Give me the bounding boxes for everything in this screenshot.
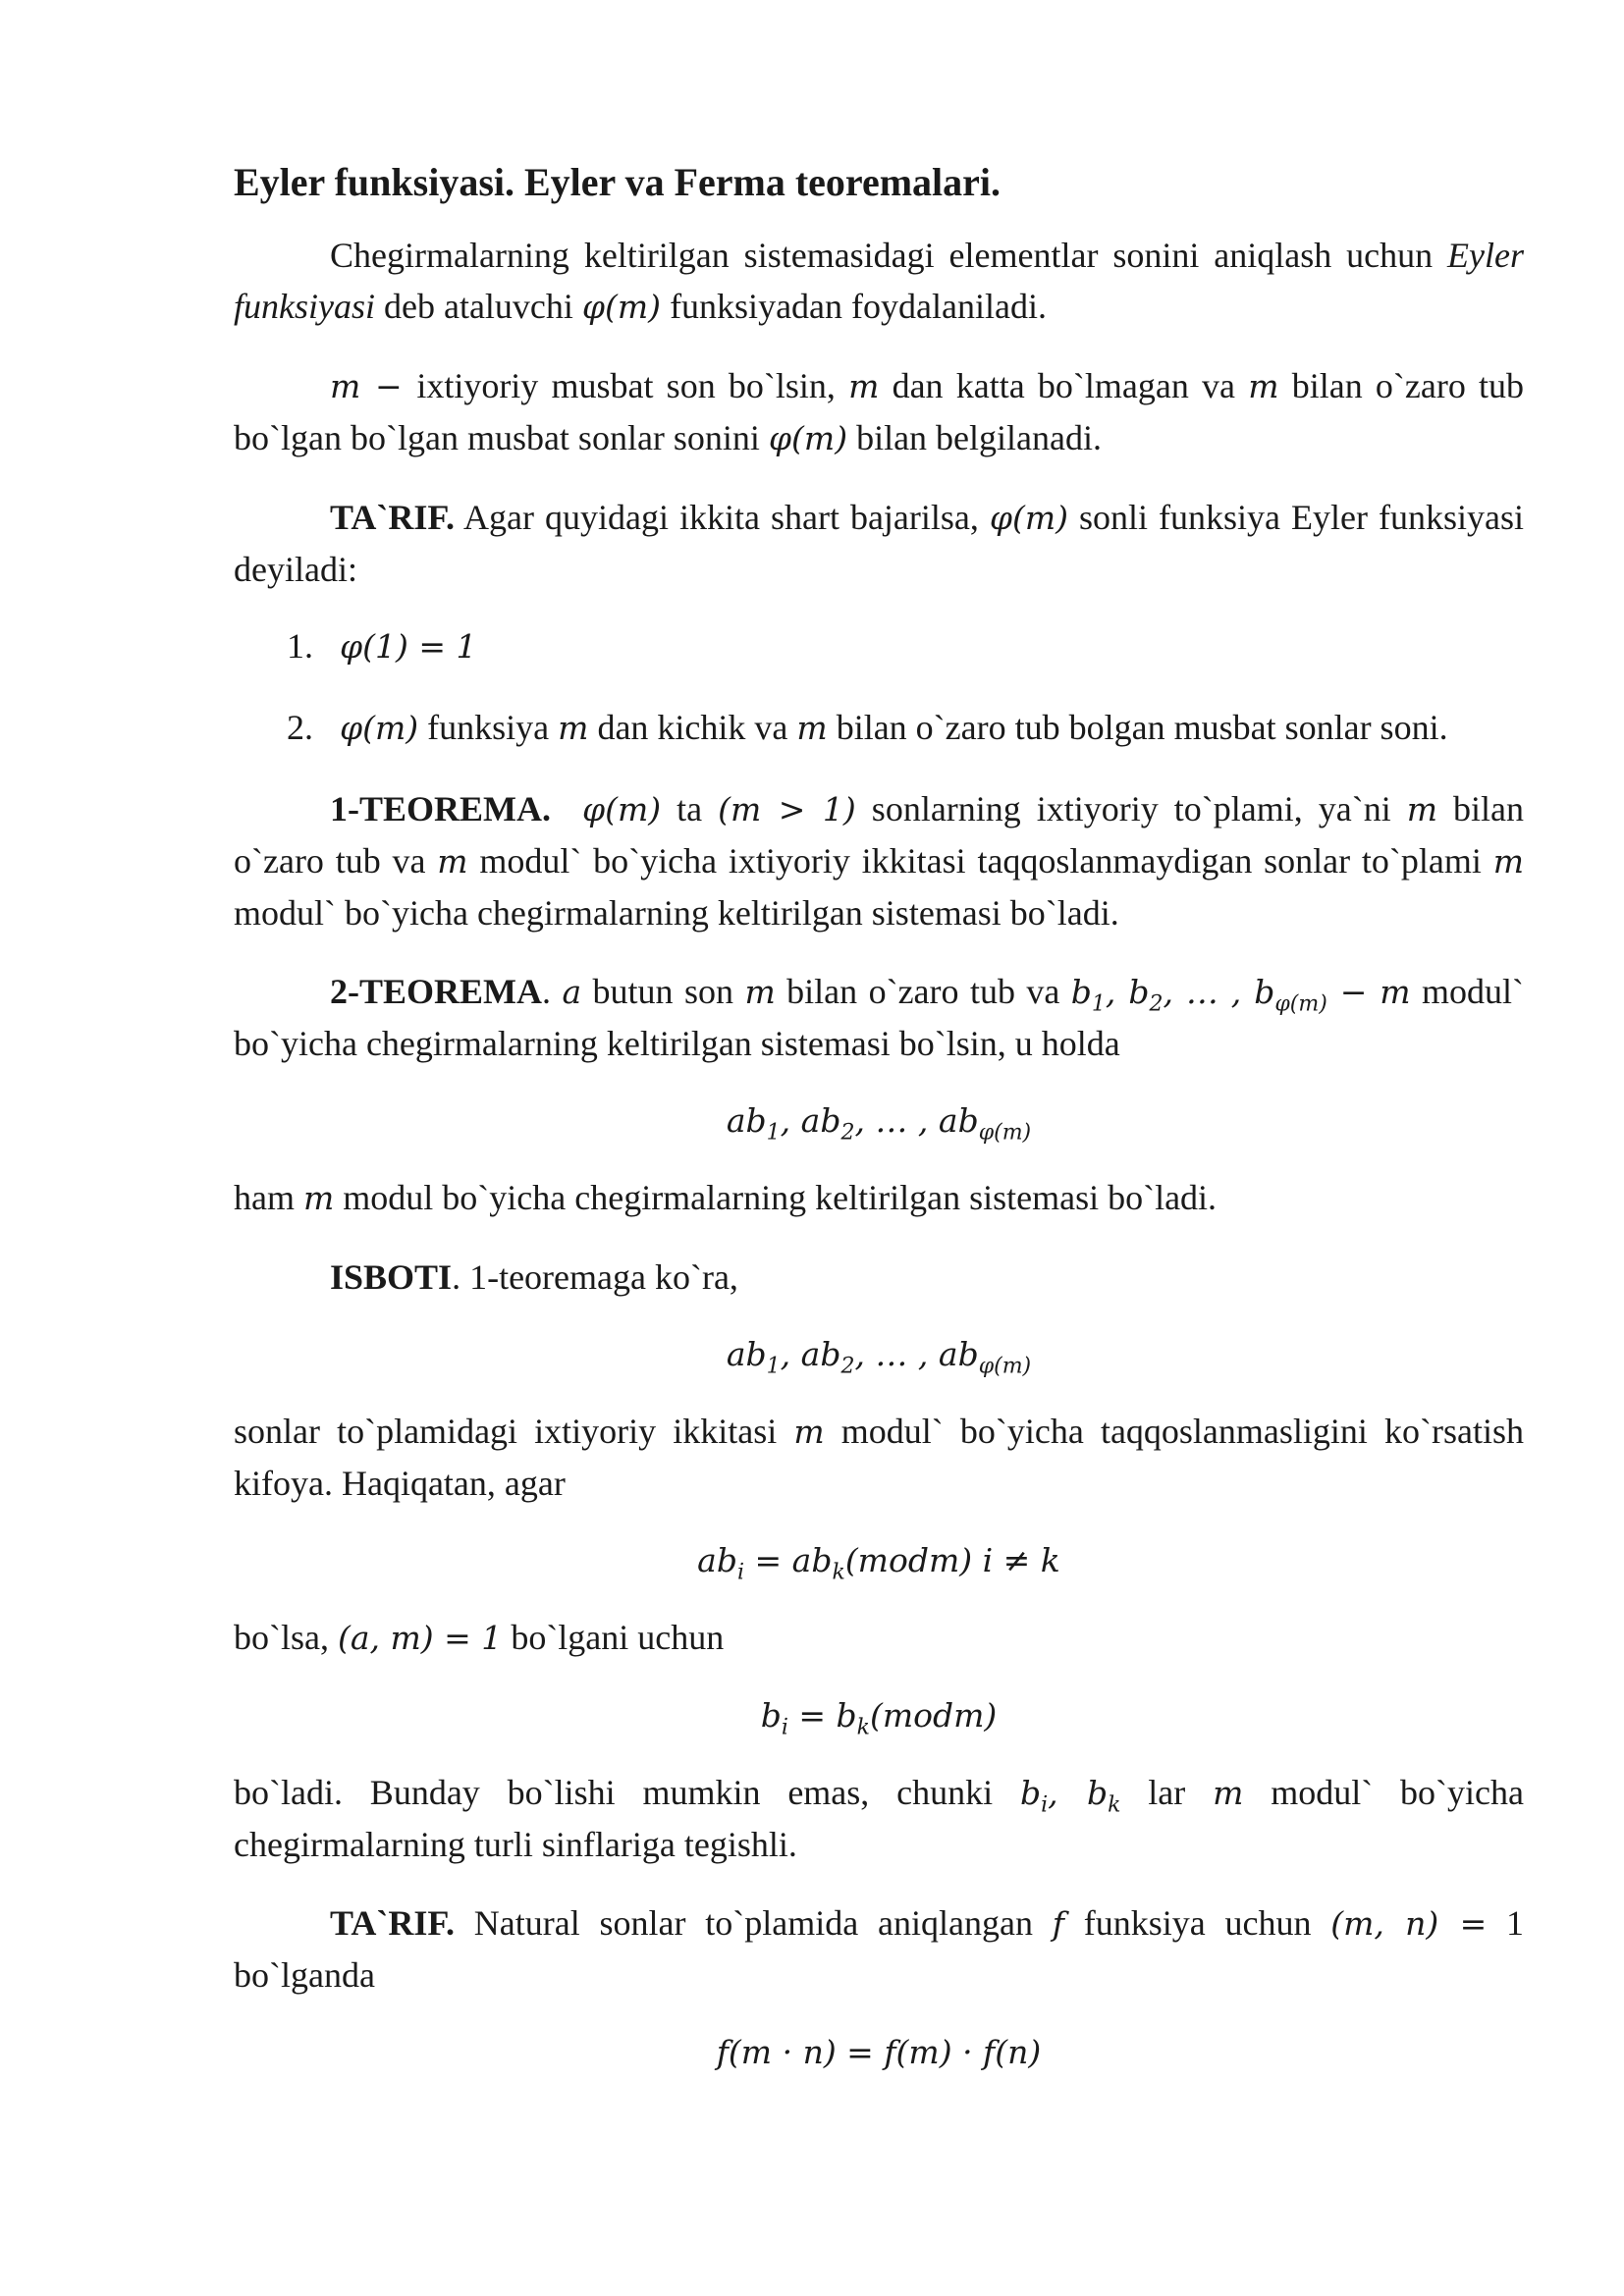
text: sonlar to`plamidagi ixtiyoriy ikkitasi: [234, 1412, 794, 1451]
paragraph-definition-phi: [234, 360, 1524, 464]
math-inline: m: [744, 973, 776, 1011]
math-inline: m: [437, 842, 468, 881]
text: deb ataluvchi: [374, 287, 582, 326]
equation-multiplicative: f(m · n) = f(m) · f(n): [716, 2033, 1042, 2071]
text: bo`ladi. Bunday bo`lishi mumkin emas, chunki: [234, 1773, 1020, 1812]
text: modul` bo`yicha ixtiyoriy ikkitasi taqqoslanmaydigan sonlar to`plami: [467, 841, 1493, 881]
page-title: Eyler funksiyasi. Eyler va Ferma teoremalari.: [234, 160, 1001, 204]
math-inline: m: [793, 1413, 825, 1451]
math-inline: (a, m) = 1: [337, 1619, 503, 1657]
math-inline: $b_i$, $b_k$: [1019, 1774, 1121, 1818]
italic-term: Eyler funksiyasi: [234, 236, 1524, 326]
text: bilan belgilanadi.: [847, 418, 1103, 457]
text: bilan o`zaro tub bo`lgan bo`lgan musbat sonlar sonini: [234, 366, 1525, 457]
math-inline: φ(m): [768, 419, 848, 457]
bold-heading: ISBOTI: [330, 1257, 453, 1297]
bold-heading: TA`RIF.: [330, 498, 456, 537]
math-inline: φ(m): [581, 288, 662, 326]
text: .: [542, 972, 563, 1011]
math-inline: m: [558, 709, 589, 747]
math-inline: φ(m): [989, 499, 1069, 537]
text: ta: [661, 789, 719, 828]
text: funksiyadan foydalaniladi.: [661, 287, 1047, 326]
text: bo`lsa,: [234, 1618, 338, 1657]
text: dan katta bo`lmagan va: [879, 366, 1249, 405]
paragraph-tarif-2: [234, 1897, 1524, 2001]
bold-heading: 2-TEOREMA: [330, 972, 542, 1011]
paragraph-proof: [234, 1252, 1524, 1303]
paragraph-tarif-1: [234, 492, 1524, 595]
text: Natural sonlar to`plamida aniqlangan: [455, 1903, 1053, 1943]
text: sonli funksiya Eyler funksiyasi deyiladi:: [234, 498, 1524, 589]
math-inline: a: [562, 973, 582, 1011]
math-inline: φ(1) = 1: [340, 627, 477, 666]
paragraph-proof-step: [234, 1612, 1524, 1664]
text: funksiya: [418, 708, 559, 747]
math-inline: φ(m): [340, 709, 419, 747]
text: bilan o`zaro tub va: [234, 789, 1525, 881]
bold-heading: 1-TEOREMA.: [330, 789, 551, 828]
paragraph-theorem-1: [234, 783, 1524, 938]
math-inline: m: [848, 367, 880, 405]
math-inline: (m, n) =: [1330, 1904, 1488, 1943]
math-inline: m −: [330, 367, 417, 405]
paragraph-conclusion: [234, 1172, 1524, 1224]
text: bo`lgani uchun: [502, 1618, 725, 1657]
math-inline: m: [796, 709, 828, 747]
text: modul` bo`yicha chegirmalarning turli sinflariga tegishli.: [234, 1773, 1525, 1864]
text: bilan o`zaro tub va: [775, 972, 1071, 1011]
text: bilan o`zaro tub bolgan musbat sonlar soni.: [827, 708, 1448, 747]
math-inline: m: [302, 1179, 335, 1217]
text: ham: [234, 1178, 303, 1217]
text: modul` bo`yicha taqqoslanmasligini ko`rsatish kifoya. Haqiqatan, agar: [234, 1412, 1524, 1503]
text: sonlarning ixtiyoriy to`plami, ya`ni: [855, 789, 1407, 828]
condition-list: [234, 620, 1524, 754]
text: lar: [1120, 1773, 1214, 1812]
math-inline: φ(m): [582, 790, 662, 828]
list-item: [322, 702, 1524, 754]
equation-congruence: $b_i$ = $b_k(modm)$: [760, 1696, 998, 1740]
text: funksiya uchun: [1063, 1903, 1331, 1943]
text: Chegirmalarning keltirilgan sistemasidagi elementlar sonini aniqlash uchun: [330, 236, 1448, 275]
paragraph-intro: [234, 230, 1524, 333]
text: modul` bo`yicha chegirmalarning keltirilgan sistemasi bo`lsin, u holda: [234, 972, 1525, 1063]
text: butun son: [581, 972, 745, 1011]
paragraph-theorem-2: [234, 966, 1524, 1069]
list-item: [322, 620, 1524, 672]
text: dan kichik va: [588, 708, 797, 747]
text: 1 bo`lganda: [234, 1903, 1524, 1995]
math-inline: m: [1492, 842, 1524, 881]
text: Agar quyidagi ikkita shart bajarilsa,: [455, 498, 990, 537]
math-inline: m: [1248, 367, 1279, 405]
equation-congruence: $ab_i$ = $ab_k(modm) i \ne k$: [697, 1541, 1060, 1585]
math-inline: f: [1052, 1904, 1064, 1943]
equation-sequence: $ab_1$, $ab_2$, … , $ab_{\varphi(m)}$: [726, 1101, 1032, 1146]
equation-sequence: $ab_1$, $ab_2$, … , $ab_{\varphi(m)}$: [726, 1335, 1032, 1379]
math-inline: (m > 1): [718, 790, 856, 828]
bold-heading: TA`RIF.: [330, 1903, 456, 1943]
math-inline: $b_1$, $b_2$, … , $b_{\varphi(m)} - m$: [1070, 973, 1411, 1017]
math-inline: m: [1406, 790, 1438, 828]
text: modul bo`yicha chegirmalarning keltirilgan sistemasi bo`ladi.: [334, 1178, 1218, 1217]
paragraph-proof-end: [234, 1767, 1524, 1870]
text: modul` bo`yicha chegirmalarning keltirilgan sistemasi bo`ladi.: [234, 893, 1119, 933]
text: . 1-teoremaga ko`ra,: [452, 1257, 738, 1297]
math-inline: m: [1213, 1774, 1244, 1812]
paragraph-proof-body: [234, 1406, 1524, 1509]
text: ixtiyoriy musbat son bo`lsin,: [416, 366, 849, 405]
